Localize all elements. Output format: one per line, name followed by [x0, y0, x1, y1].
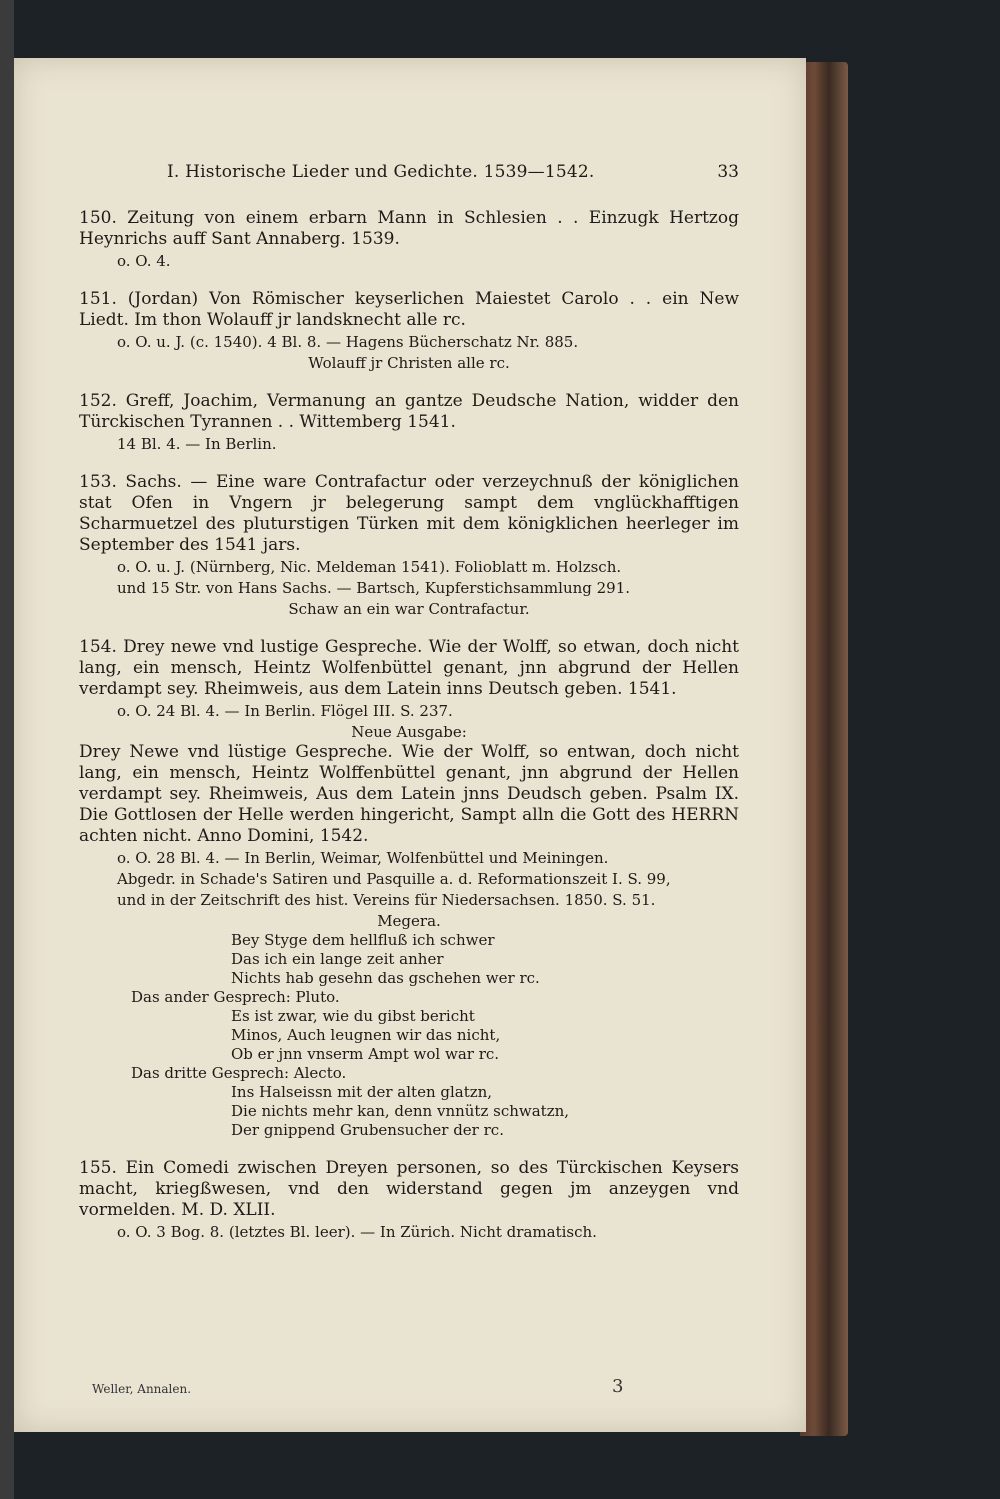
entry-meta: o. O. u. J. (Nürnberg, Nic. Meldeman 1541). Folioblatt m. Holzsch. [117, 558, 622, 576]
poem-line: Minos, Auch leugnen wir das nicht, [231, 1026, 501, 1044]
poem-line: Bey Styge dem hellfluß ich schwer [231, 931, 495, 949]
entry-text-reprint: Drey Newe vnd lüstige Gespreche. Wie der Wolff, so entwan, doch nicht lang, ein mensch, Heintz Wolffenbüttel genant, jnn abgrund der Hellen verdampt sey. Rheimweis, Aus dem Latein jnns Deudsch geben. Psalm IX. Die Gottlosen der Helle werden hingericht, Sampt alln die Gott des HERRN achten nicht. Anno Domini, 1542. [79, 742, 739, 846]
entry-meta: o. O. 3 Bog. 8. (letztes Bl. leer). — In Zürich. Nicht dramatisch. [117, 1223, 597, 1241]
page-content [79, 162, 739, 1260]
poem-line: Ins Halseissn mit der alten glatzn, [231, 1083, 493, 1101]
footer-note: Weller, Annalen. [92, 1382, 192, 1396]
poem-line: Die nichts mehr kan, denn vnnütz schwatzn, [231, 1102, 570, 1120]
poem-line: Der gnippend Grubensucher der rc. [231, 1121, 504, 1139]
running-title: I. Historische Lieder und Gedichte. 1539—1542. [167, 162, 595, 182]
entry-meta: o. O. 28 Bl. 4. — In Berlin, Weimar, Wolfenbüttel und Meiningen. [117, 849, 609, 867]
entry-155 [79, 1158, 739, 1242]
page-number: 33 [717, 162, 739, 182]
signature-mark: 3 [612, 1376, 624, 1397]
entry-153 [79, 472, 739, 619]
poem-line: Megera. [377, 912, 441, 930]
entry-meta: o. O. u. J. (c. 1540). 4 Bl. 8. — Hagens Bücherschatz Nr. 885. [117, 333, 579, 351]
entry-meta: und in der Zeitschrift des hist. Vereins für Niedersachsen. 1850. S. 51. [117, 891, 656, 909]
entry-text: 155. Ein Comedi zwischen Dreyen personen, so des Türckischen Keysers macht, kriegßwesen, vnd den widerstand gegen jm anzeygen vnd vormelden. M. D. XLII. [79, 1158, 739, 1220]
entry-meta: Wolauff jr Christen alle rc. [308, 354, 510, 372]
entry-meta: o. O. 24 Bl. 4. — In Berlin. Flögel III. S. 237. [117, 702, 453, 720]
entry-text: 150. Zeitung von einem erbarn Mann in Schlesien . . Einzugk Hertzog Heynrichs auff Sant Annaberg. 1539. [79, 208, 739, 249]
entry-150 [79, 208, 739, 271]
entry-text: 152. Greff, Joachim, Vermanung an gantze Deudsche Nation, widder den Türckischen Tyrannen . . Wittemberg 1541. [79, 391, 739, 432]
book-page [14, 58, 806, 1432]
entry-meta: o. O. 4. [117, 252, 171, 270]
running-header [79, 162, 739, 186]
entry-text: 154. Drey newe vnd lustige Gespreche. Wie der Wolff, so etwan, doch nicht lang, ein mensch, Heintz Wolfenbüttel genant, jnn abgrund der Hellen verdampt sey. Rheimweis, aus dem Latein inns Deutsch geben. 1541. [79, 637, 739, 699]
entry-meta: 14 Bl. 4. — In Berlin. [117, 435, 277, 453]
poem-line: Ob er jnn vnserm Ampt wol war rc. [231, 1045, 500, 1063]
entry-meta: Neue Ausgabe: [351, 723, 467, 741]
poem-line: Nichts hab gesehn das gschehen wer rc. [231, 969, 540, 987]
background-left [0, 0, 14, 1499]
poem-line: Das ander Gesprech: Pluto. [131, 988, 340, 1006]
page-footer [92, 1376, 752, 1397]
entry-152 [79, 391, 739, 454]
poem-line: Es ist zwar, wie du gibst bericht [231, 1007, 475, 1025]
entry-meta: Schaw an ein war Contrafactur. [288, 600, 530, 618]
entry-154 [79, 637, 739, 1140]
entry-text: 151. (Jordan) Von Römischer keyserlichen Maiestet Carolo . . ein New Liedt. Im thon Wolauff jr landsknecht alle rc. [79, 289, 739, 330]
poem-line: Das ich ein lange zeit anher [231, 950, 444, 968]
poem-line: Das dritte Gesprech: Alecto. [131, 1064, 347, 1082]
book-edge [800, 62, 848, 1436]
entry-meta: Abgedr. in Schade's Satiren und Pasquille a. d. Reformationszeit I. S. 99, [117, 870, 671, 888]
entry-meta: und 15 Str. von Hans Sachs. — Bartsch, Kupferstichsammlung 291. [117, 579, 631, 597]
entry-text: 153. Sachs. — Eine ware Contrafactur oder verzeychnuß der königlichen stat Ofen in Vngern jr belegerung sampt dem vnglückhafftigen Scharmuetzel des pluturstigen Türken mit dem königklichen heerleger im September des 1541 jars. [79, 472, 739, 555]
poem-excerpt [79, 912, 739, 1140]
entry-151 [79, 289, 739, 373]
